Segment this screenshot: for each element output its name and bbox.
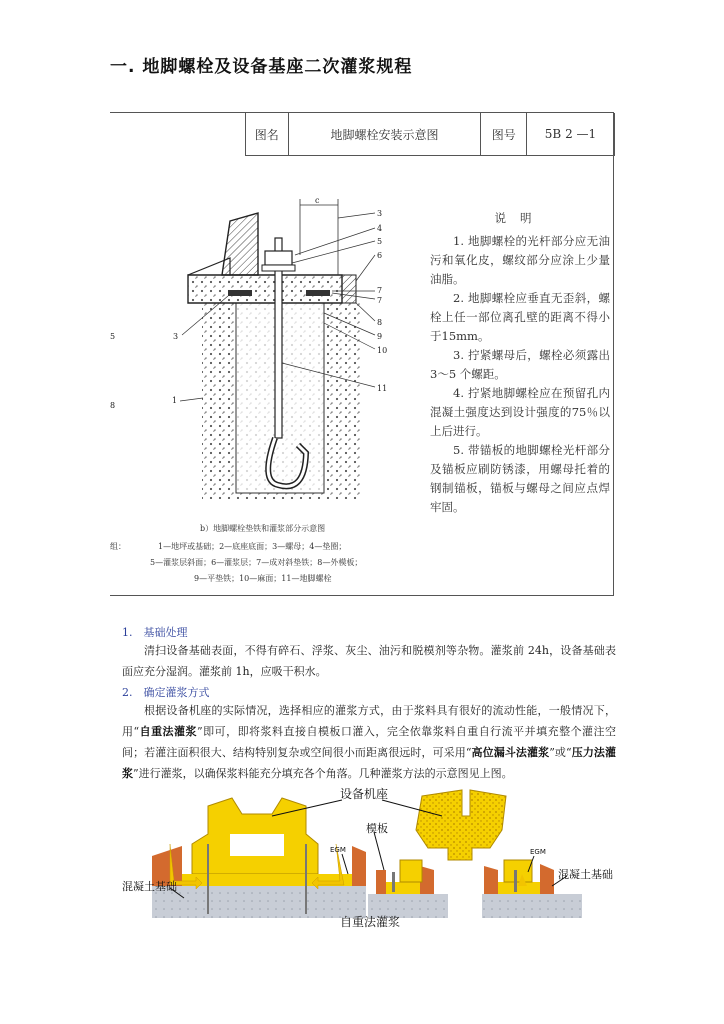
margin-mark-5: 5: [110, 332, 116, 341]
drawing-name-value: 地脚螺栓安装示意图: [289, 113, 482, 155]
drawing-notes: [430, 209, 610, 517]
callout-10: 10: [377, 346, 388, 355]
section-heading-grout-method: 2. 确定灌浆方式: [122, 686, 210, 699]
note-item: 5. 带锚板的地脚螺栓光杆部分及锚板应刷防锈漆，用螺母托着的钢制锚板，锚板与螺母之间应点焊牢固。: [430, 443, 610, 514]
grout-layer: [342, 275, 356, 303]
anchor-bolt-drawing: [110, 112, 614, 596]
diagram-caption-line: 9—平垫铁；10—麻面；11—地脚螺栓: [194, 574, 332, 583]
label-concrete-right: 混凝土基础: [558, 868, 613, 881]
label-formwork: 模板: [366, 822, 388, 835]
callout-4: 4: [377, 224, 383, 233]
grouting-method-illustration: [122, 786, 616, 930]
margin-mark-8: 8: [110, 401, 116, 410]
section-text-grout-method: [122, 700, 616, 784]
text-part: ”即可，即将浆料直接自模板口灌入，完全依靠浆料自重自行流平并填充整个灌注空间；若灌注面积很大、结构特别复杂或空间很小而距离很远时，可采用“: [122, 725, 617, 759]
diagram-caption-line: 1—地坪或基础；2—底座底面；3—螺母；4—垫圈；: [158, 542, 347, 551]
label-egm-left: EGM: [330, 846, 346, 854]
drawing-name-label: 图名: [246, 113, 289, 155]
page-title: 一. 地脚螺栓及设备基座二次灌浆规程: [110, 57, 413, 77]
emphasis-gravity-grouting: 自重法灌浆: [139, 725, 198, 738]
drawing-title-block: [245, 113, 615, 156]
callout-5: 5: [377, 237, 383, 246]
note-item: 1. 地脚螺栓的光杆部分应无油污和氧化皮，螺纹部分应涂上少量油脂。: [430, 234, 610, 286]
notes-title: 说明: [494, 211, 546, 225]
section-heading-foundation: 1. 基础处理: [122, 626, 188, 639]
drawing-code-label: 图号: [481, 113, 527, 155]
shim-pad: [228, 290, 252, 296]
diagram-caption-prefix: 组：: [110, 542, 126, 551]
text-part: ”进行灌浆，以确保浆料能充分填充各个角落。几种灌浆方法的示意图见上图。: [133, 767, 513, 780]
label-egm-right: EGM: [530, 848, 546, 856]
label-method: 自重法灌浆: [340, 915, 401, 929]
callout-8: 8: [377, 318, 383, 327]
callout-6: 6: [377, 251, 383, 260]
diagram-caption-title: b）地脚螺栓垫铁和灌浆部分示意图: [200, 524, 326, 533]
concrete-base-right: [482, 894, 582, 918]
callout-9: 9: [377, 332, 383, 341]
note-item: 3. 拧紧螺母后，螺栓必须露出3～5 个螺距。: [430, 348, 610, 381]
nut: [265, 251, 292, 265]
text-part: ”或“: [549, 746, 572, 759]
anchor-bolt-section-diagram: [110, 163, 410, 563]
emphasis-funnel-grouting: 高位漏斗法灌浆: [471, 746, 550, 759]
label-concrete-left: 混凝土基础: [122, 880, 177, 893]
callout-7: 7: [377, 286, 383, 295]
callout-c: c: [315, 196, 320, 205]
concrete-base-left: [152, 886, 366, 918]
text-part: 根据设备机座的实际情况，选择相应的灌浆方式，由于浆料具有很好的流动性能，一般情况下，用“: [122, 704, 616, 738]
drawing-code-value: 5B 2 —1: [527, 113, 615, 155]
callout-3-left: 3: [173, 332, 179, 341]
callout-3: 3: [377, 209, 383, 218]
section-text-foundation: 清扫设备基础表面，不得有碎石、浮浆、灰尘、油污和脱模剂等杂物。灌浆前 24h，设备基础表面应充分湿润。灌浆前 1h，应吸干积水。: [122, 644, 616, 678]
machine-base-right: [416, 790, 506, 860]
callout-11: 11: [377, 384, 388, 393]
note-item: 4. 拧紧地脚螺栓应在预留孔内混凝土强度达到设计强度的75％以上后进行。: [430, 386, 610, 438]
callout-1: 1: [172, 396, 178, 405]
label-machine-base: 设备机座: [340, 787, 389, 801]
callout-7b: 7: [377, 296, 383, 305]
emphasis-pressure-grouting: 压力法灌浆: [122, 746, 617, 780]
machine-base: [188, 275, 342, 303]
diagram-caption-line: 5—灌浆层斜面；6—灌浆层；7—成对斜垫铁；8—外模板；: [150, 558, 363, 567]
note-item: 2. 地脚螺栓应垂直无歪斜，螺栓上任一部位离孔壁的距离不得小于15mm。: [430, 291, 610, 343]
